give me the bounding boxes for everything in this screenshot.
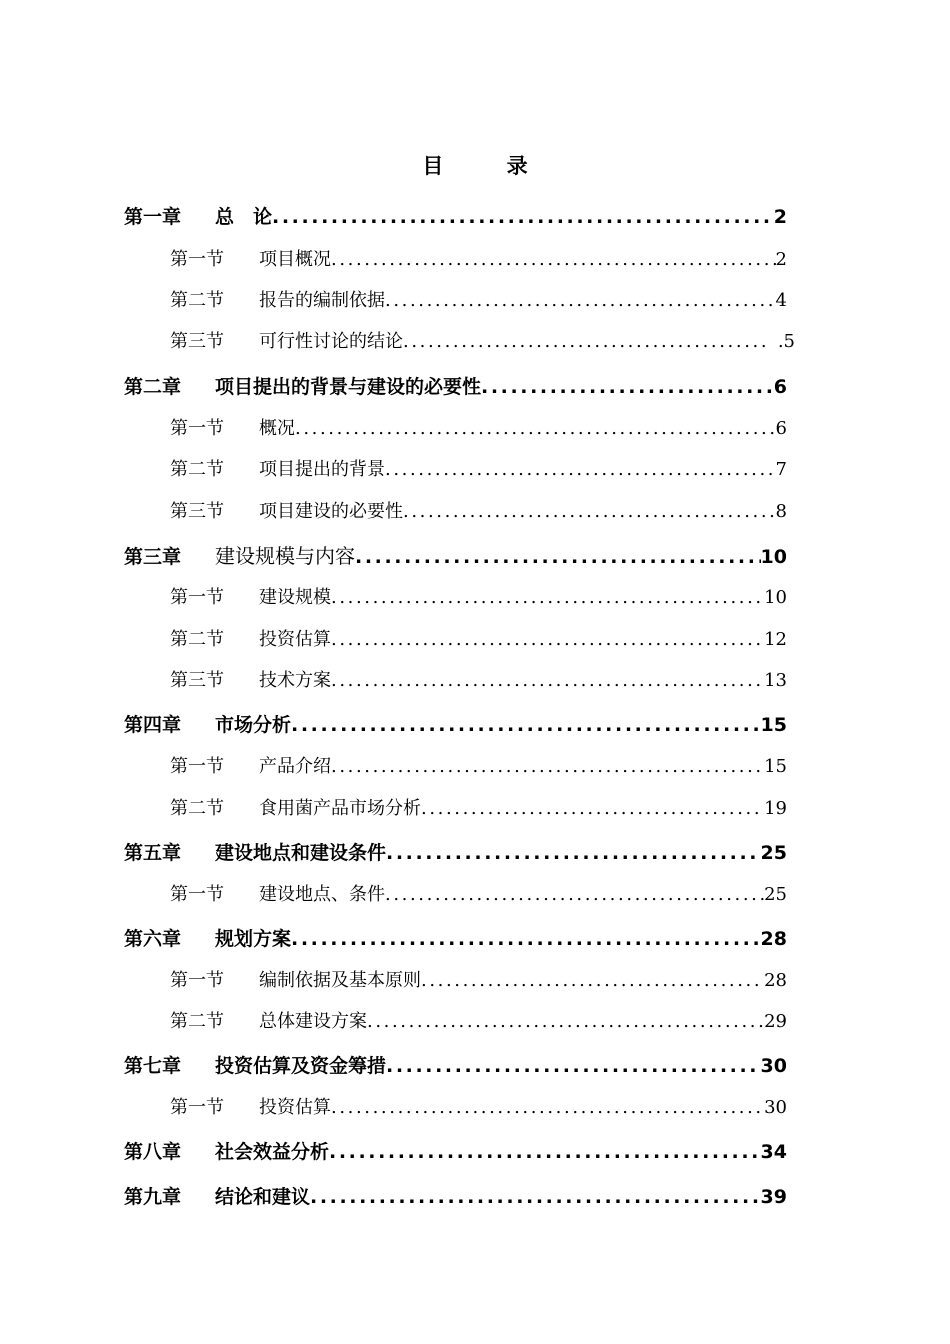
toc-label: 第一节 <box>170 884 224 905</box>
toc-title: 投资估算 <box>259 1097 331 1118</box>
dot-leader <box>355 546 761 568</box>
toc-page-number: 13 <box>764 670 787 691</box>
toc-title: 技术方案 <box>259 670 331 691</box>
dot-leader <box>385 459 776 480</box>
toc-label: 第三节 <box>170 501 224 522</box>
toc-title: 食用菌产品市场分析 <box>259 798 421 819</box>
toc-chapter-1[interactable] <box>124 202 787 229</box>
toc-page-number: 19 <box>764 798 787 819</box>
toc-label: 第三节 <box>170 670 224 691</box>
toc-section-1-1[interactable] <box>170 245 787 271</box>
toc-label: 第二节 <box>170 459 224 480</box>
toc-chapter-7[interactable] <box>124 1051 787 1078</box>
page-title: 目 录 <box>422 154 556 178</box>
toc-page-number: 25 <box>764 884 787 905</box>
toc-label: 第二节 <box>170 1011 224 1032</box>
toc-label: 第一节 <box>170 587 224 608</box>
toc-title: 项目提出的背景与建设的必要性 <box>215 376 482 398</box>
toc-section-3-3[interactable] <box>170 666 787 692</box>
toc-title: 社会效益分析 <box>215 1141 330 1163</box>
toc-title: 市场分析 <box>215 714 292 736</box>
toc-label: 第一节 <box>170 249 224 270</box>
toc-section-4-2[interactable] <box>170 794 787 820</box>
dot-leader <box>386 1055 761 1077</box>
toc-section-6-2[interactable] <box>170 1007 787 1033</box>
toc-label: 第九章 <box>124 1186 182 1208</box>
dot-leader <box>331 756 764 777</box>
toc-title: 建设规模与内容 <box>215 544 355 568</box>
toc-label: 第五章 <box>124 842 182 864</box>
toc-label: 第一节 <box>170 1097 224 1118</box>
dot-leader <box>331 629 764 650</box>
toc-section-1-2[interactable] <box>170 286 787 312</box>
dot-leader <box>331 587 764 608</box>
toc-label: 第八章 <box>124 1141 182 1163</box>
dot-leader <box>367 1011 764 1032</box>
dot-leader <box>272 206 774 228</box>
toc-page-number: 29 <box>764 1011 787 1032</box>
dot-leader <box>386 842 761 864</box>
dot-leader <box>403 331 766 352</box>
toc-page-number: 8 <box>775 501 787 522</box>
toc-title: 项目建设的必要性 <box>259 501 403 522</box>
toc-title: 项目提出的背景 <box>259 459 385 480</box>
toc-title: 总 论 <box>215 206 273 228</box>
toc-page-number: 25 <box>760 842 787 864</box>
toc-label: 第七章 <box>124 1055 182 1077</box>
toc-section-6-1[interactable] <box>170 966 787 992</box>
toc-page-number: 7 <box>775 459 787 480</box>
toc-page-number: 30 <box>764 1097 787 1118</box>
toc-label: 第六章 <box>124 928 182 950</box>
dot-leader <box>331 670 764 691</box>
toc-title: 报告的编制依据 <box>259 290 385 311</box>
toc-title: 产品介绍 <box>259 756 331 777</box>
dot-leader <box>291 714 761 736</box>
toc-label: 第二节 <box>170 629 224 650</box>
toc-title: 结论和建议 <box>215 1186 311 1208</box>
toc-title: 投资估算及资金筹措 <box>215 1055 387 1077</box>
toc-label: 第四章 <box>124 714 182 736</box>
dot-leader <box>403 501 776 522</box>
toc-page-number: 6 <box>775 418 787 439</box>
toc-page-number: 30 <box>760 1055 787 1077</box>
toc-page-number: 4 <box>775 290 787 311</box>
toc-chapter-2[interactable] <box>124 372 787 399</box>
toc-section-2-2[interactable] <box>170 455 787 481</box>
toc-section-1-3[interactable] <box>170 327 795 353</box>
dot-leader <box>295 418 776 439</box>
toc-page-number: 28 <box>760 928 787 950</box>
toc-page-number: 39 <box>760 1186 787 1208</box>
toc-label: 第三章 <box>124 546 182 568</box>
toc-title: 投资估算 <box>259 629 331 650</box>
toc-label: 第一节 <box>170 418 224 439</box>
toc-page-number: 10 <box>764 587 787 608</box>
toc-page-number: 34 <box>760 1141 787 1163</box>
toc-page-number: 6 <box>773 376 787 398</box>
toc-page-number: 2 <box>775 249 787 270</box>
toc-page-number: 15 <box>764 756 787 777</box>
toc-title: 建设地点和建设条件 <box>215 842 387 864</box>
toc-page-number: 2 <box>773 206 787 228</box>
toc-section-5-1[interactable] <box>170 880 787 906</box>
toc-title: 编制依据及基本原则 <box>259 970 421 991</box>
toc-section-4-1[interactable] <box>170 752 787 778</box>
toc-page-number: 12 <box>764 629 787 650</box>
dot-leader <box>481 376 774 398</box>
toc-title: 建设地点、条件 <box>259 884 385 905</box>
toc-chapter-5[interactable] <box>124 838 787 865</box>
toc-label: 第三节 <box>170 331 224 352</box>
toc-title: 项目概况 <box>259 249 331 270</box>
toc-section-3-1[interactable] <box>170 583 787 609</box>
toc-title: 可行性讨论的结论 <box>259 331 403 352</box>
dot-leader <box>291 928 761 950</box>
toc-section-3-2[interactable] <box>170 625 787 651</box>
toc-title: 规划方案 <box>215 928 292 950</box>
toc-title: 建设规模 <box>259 587 331 608</box>
dot-leader <box>310 1186 761 1208</box>
toc-label: 第二章 <box>124 376 182 398</box>
toc-section-2-1[interactable] <box>170 414 787 440</box>
dot-leader <box>421 970 764 991</box>
toc-chapter-6[interactable] <box>124 924 787 951</box>
toc-page-number: 10 <box>760 546 787 568</box>
toc-section-7-1[interactable] <box>170 1093 787 1119</box>
dot-leader <box>385 884 764 905</box>
dot-leader <box>331 1097 764 1118</box>
dot-leader <box>331 249 776 270</box>
toc-page-number: .5 <box>777 331 795 352</box>
toc-page-number: 28 <box>764 970 787 991</box>
dot-leader <box>421 798 764 819</box>
toc-title: 总体建设方案 <box>259 1011 367 1032</box>
toc-chapter-3[interactable] <box>124 540 787 569</box>
toc-section-2-3[interactable] <box>170 497 787 523</box>
toc-page-number: 15 <box>760 714 787 736</box>
dot-leader <box>385 290 776 311</box>
toc-label: 第二节 <box>170 290 224 311</box>
toc-chapter-8[interactable] <box>124 1137 787 1164</box>
toc-chapter-9[interactable] <box>124 1182 787 1209</box>
toc-label: 第一节 <box>170 970 224 991</box>
toc-chapter-4[interactable] <box>124 710 787 737</box>
dot-leader <box>329 1141 761 1163</box>
toc-title: 概况 <box>259 418 295 439</box>
toc-label: 第一章 <box>124 206 182 228</box>
toc-label: 第二节 <box>170 798 224 819</box>
toc-label: 第一节 <box>170 756 224 777</box>
